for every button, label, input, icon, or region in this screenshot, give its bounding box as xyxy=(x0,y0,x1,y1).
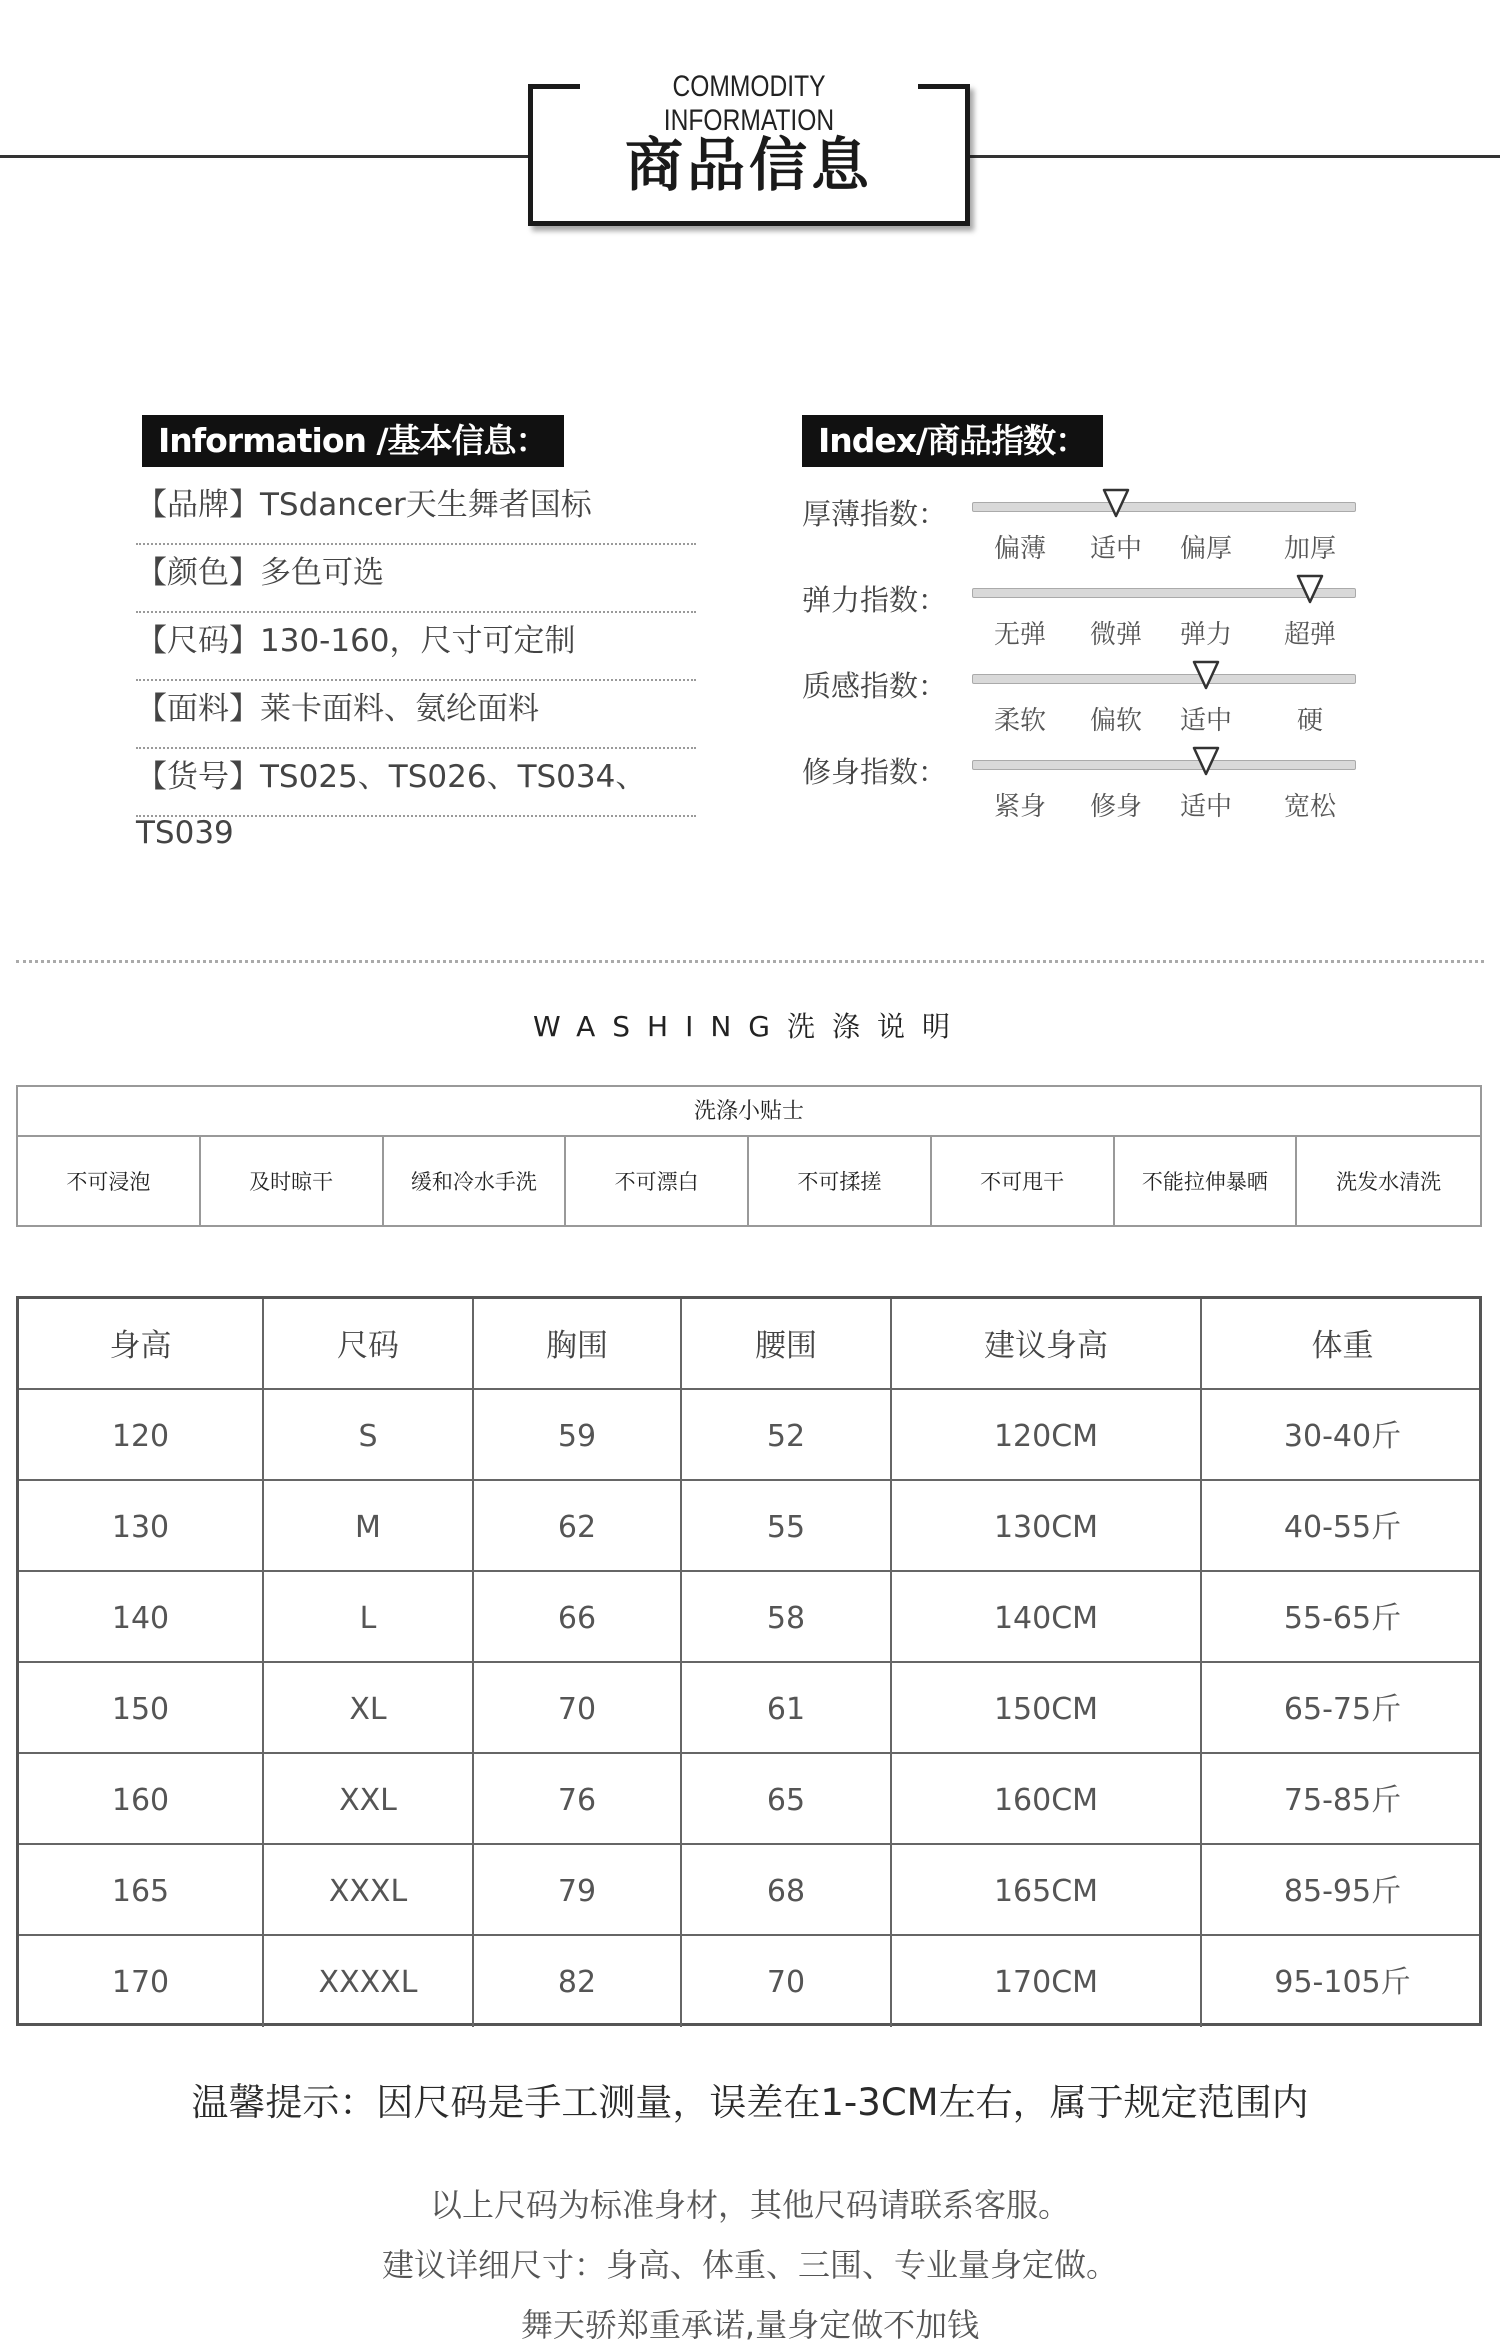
table-cell: M xyxy=(264,1481,474,1570)
table-cell: XL xyxy=(264,1663,474,1752)
basic-info-key: 【品牌】 xyxy=(136,487,260,523)
section-divider xyxy=(16,960,1484,963)
table-row xyxy=(19,1936,1479,2027)
washing-item: 不可甩干 xyxy=(932,1137,1115,1225)
table-cell: 65-75斤 xyxy=(1283,1692,1402,1727)
table-cell: 170 xyxy=(19,1936,264,2027)
table-cell: 82 xyxy=(474,1936,682,2027)
washing-item: 不可揉搓 xyxy=(749,1137,932,1225)
index-option: 超弹 xyxy=(1283,620,1336,650)
table-cell: 55-65斤 xyxy=(1283,1601,1402,1636)
basic-info-key: 【货号】 xyxy=(136,759,260,795)
table-cell: 140CM xyxy=(892,1572,1202,1661)
table-cell: 65 xyxy=(682,1754,892,1843)
table-cell: 75-85斤 xyxy=(1283,1783,1402,1818)
basic-info-tag: Information /基本信息： xyxy=(142,415,564,467)
table-cell: 160 xyxy=(19,1754,264,1843)
index-option: 柔软 xyxy=(993,706,1046,736)
table-cell: 130CM xyxy=(892,1481,1202,1570)
index-tag: Index/商品指数： xyxy=(802,415,1103,467)
table-cell: 70 xyxy=(474,1663,682,1752)
table-cell: 40-55斤 xyxy=(1283,1510,1402,1545)
table-cell: 170CM xyxy=(892,1936,1202,2027)
table-row xyxy=(19,1481,1479,1572)
table-row xyxy=(19,1390,1479,1481)
table-cell: XXXL xyxy=(264,1845,474,1934)
table-cell: XXL xyxy=(264,1754,474,1843)
washing-item: 及时晾干 xyxy=(201,1137,384,1225)
index-label: 弹力指数： xyxy=(802,583,948,617)
table-row xyxy=(19,1845,1479,1936)
basic-info-value: 莱卡面料、氨纶面料 xyxy=(260,691,539,727)
table-cell: 52 xyxy=(682,1390,892,1479)
index-option: 偏薄 xyxy=(993,534,1046,564)
index-option: 适中 xyxy=(1179,706,1232,736)
table-cell: 160CM xyxy=(892,1754,1202,1843)
column-header: 体重 xyxy=(1311,1328,1374,1364)
column-header: 建议身高 xyxy=(892,1299,1202,1388)
washing-item: 不可浸泡 xyxy=(18,1137,201,1225)
index-option: 偏厚 xyxy=(1179,534,1232,564)
basic-info-row xyxy=(136,613,696,681)
table-cell: 140 xyxy=(19,1572,264,1661)
washing-item: 缓和冷水手洗 xyxy=(384,1137,567,1225)
table-cell: 58 xyxy=(682,1572,892,1661)
column-header: 胸围 xyxy=(474,1299,682,1388)
size-table-header xyxy=(19,1299,1479,1390)
column-header: 尺码 xyxy=(264,1299,474,1388)
basic-info-value: TS025、TS026、TS034、TS039 xyxy=(136,759,647,851)
basic-info-row xyxy=(136,477,696,545)
table-cell: 70 xyxy=(682,1936,892,2027)
size-tip: 温馨提示：因尺码是手工测量，误差在1-3CM左右，属于规定范围内 xyxy=(191,2081,1309,2124)
table-cell: 165 xyxy=(19,1845,264,1934)
table-cell: 59 xyxy=(474,1390,682,1479)
index-option: 宽松 xyxy=(1283,792,1336,822)
basic-info-key: 【尺码】 xyxy=(136,623,260,659)
index-option: 修身 xyxy=(1089,792,1142,822)
basic-info-value: TSdancer天生舞者国标 xyxy=(260,487,592,523)
table-cell: 79 xyxy=(474,1845,682,1934)
index-track xyxy=(972,674,1356,684)
table-cell: 165CM xyxy=(892,1845,1202,1934)
index-option: 适中 xyxy=(1179,792,1232,822)
index-option: 紧身 xyxy=(993,792,1046,822)
index-label: 质感指数： xyxy=(802,669,948,703)
index-option: 弹力 xyxy=(1179,620,1232,650)
basic-info-key: 【面料】 xyxy=(136,691,260,727)
index-track xyxy=(972,760,1356,770)
washing-item: 不可漂白 xyxy=(566,1137,749,1225)
column-header: 腰围 xyxy=(682,1299,892,1388)
table-cell: 120 xyxy=(19,1390,264,1479)
index-track xyxy=(972,502,1356,512)
table-row xyxy=(19,1663,1479,1754)
table-cell: 62 xyxy=(474,1481,682,1570)
washing-item: 不能拉伸暴晒 xyxy=(1115,1137,1298,1225)
index-option: 偏软 xyxy=(1089,706,1142,736)
table-cell: S xyxy=(264,1390,474,1479)
table-cell: 150 xyxy=(19,1663,264,1752)
table-cell: 150CM xyxy=(892,1663,1202,1752)
index-option: 硬 xyxy=(1296,706,1323,736)
basic-info-value: 多色可选 xyxy=(260,555,384,591)
table-row xyxy=(19,1572,1479,1663)
table-row xyxy=(19,1754,1479,1845)
washing-table-title: 洗涤小贴士 xyxy=(18,1087,1480,1137)
index-label: 厚薄指数： xyxy=(802,497,948,531)
note-line: 舞天骄郑重承诺,量身定做不加钱 xyxy=(520,2306,980,2344)
washing-item: 洗发水清洗 xyxy=(1336,1170,1442,1194)
table-cell: 95-105斤 xyxy=(1274,1965,1411,2000)
basic-info-row xyxy=(136,749,696,851)
column-header: 身高 xyxy=(19,1299,264,1388)
header-rule-right xyxy=(968,155,1500,158)
basic-info-key: 【颜色】 xyxy=(136,555,260,591)
table-cell: 61 xyxy=(682,1663,892,1752)
index-option: 适中 xyxy=(1089,534,1142,564)
basic-info-row xyxy=(136,681,696,749)
table-cell: 30-40斤 xyxy=(1283,1419,1402,1454)
table-cell: 120CM xyxy=(892,1390,1202,1479)
index-option: 加厚 xyxy=(1283,534,1336,564)
size-table xyxy=(16,1296,1482,2026)
header-title-zh: 商品信息 xyxy=(624,131,873,199)
index-option: 无弹 xyxy=(993,620,1046,650)
header-rule-left xyxy=(0,155,530,158)
table-cell: 130 xyxy=(19,1481,264,1570)
table-cell: 55 xyxy=(682,1481,892,1570)
basic-info-value: 130-160，尺寸可定制 xyxy=(260,623,576,659)
table-cell: 66 xyxy=(474,1572,682,1661)
table-cell: XXXXL xyxy=(264,1936,474,2027)
note-line: 建议详细尺寸：身高、体重、三围、专业量身定做。 xyxy=(381,2246,1118,2284)
header-title-en: COMMODITY INFORMATION xyxy=(663,70,835,137)
table-cell: 85-95斤 xyxy=(1283,1874,1402,1909)
washing-table xyxy=(16,1085,1482,1227)
index-label: 修身指数： xyxy=(802,755,948,789)
table-cell: 68 xyxy=(682,1845,892,1934)
table-cell: 76 xyxy=(474,1754,682,1843)
washing-title: WASHING洗涤说明 xyxy=(532,1010,968,1043)
note-line: 以上尺码为标准身材，其他尺码请联系客服。 xyxy=(429,2186,1070,2224)
table-cell: L xyxy=(264,1572,474,1661)
index-option: 微弹 xyxy=(1089,620,1142,650)
basic-info-row xyxy=(136,545,696,613)
